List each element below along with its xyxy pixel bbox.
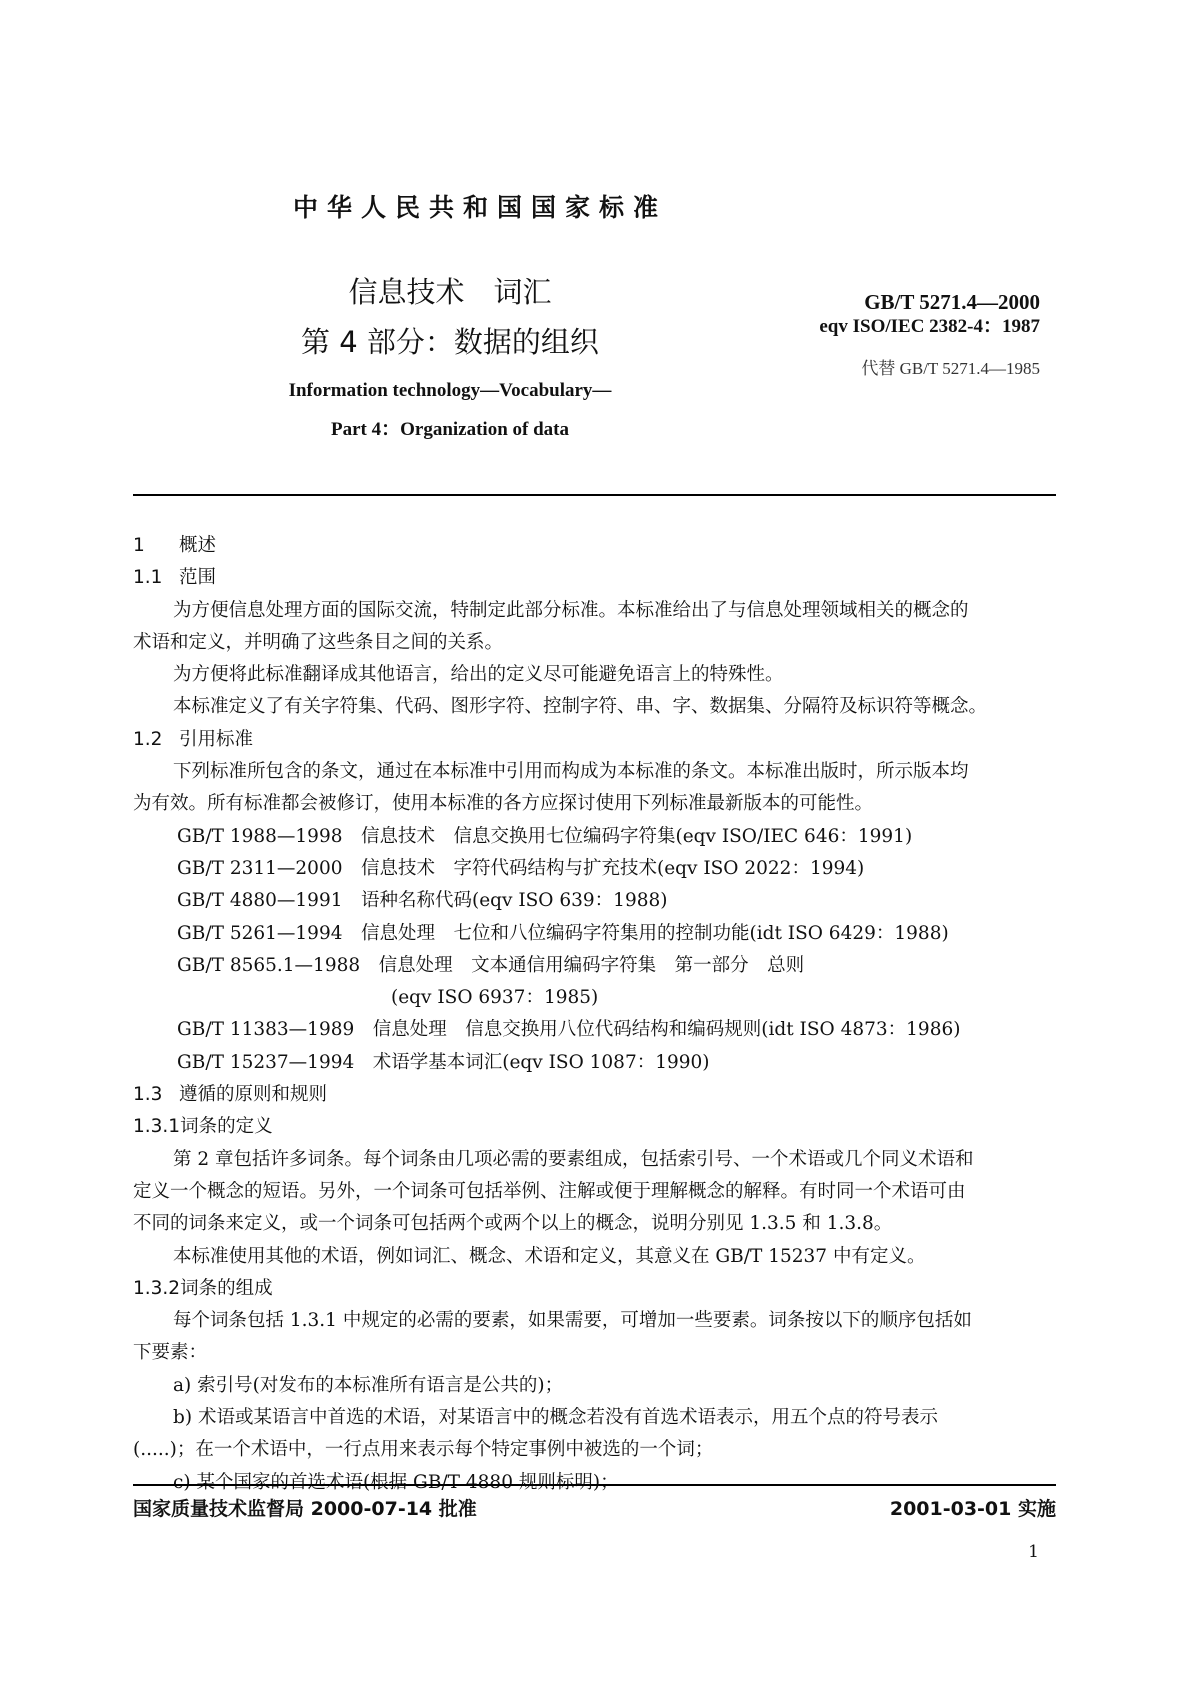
section-number: 1.3.1 [133, 1116, 181, 1138]
paragraph-line: 为有效。所有标准都会被修订，使用本标准的各方应探讨使用下列标准最新版本的可能性。 [133, 793, 874, 815]
title-cn-line2: 第 4 部分：数据的组织 [301, 325, 599, 359]
reference-item: GB/T 15237—1994 术语学基本词汇(eqv ISO 1087：1990) [177, 1051, 710, 1073]
paragraph-line: 每个词条包括 1.3.1 中规定的必需的要素，如果需要，可增加一些要素。词条按以下的顺序包括如 [173, 1310, 972, 1332]
title-en-line1: Information technology—Vocabulary— [288, 380, 612, 401]
paragraph-line: 本标准使用其他的术语，例如词汇、概念、术语和定义，其意义在 GB/T 15237 中有定义。 [173, 1245, 926, 1267]
section-number: 1.3.2 [133, 1277, 181, 1299]
reference-item: GB/T 5261—1994 信息处理 七位和八位编码字符集用的控制功能(idt ISO 6429：1988) [177, 922, 949, 944]
standard-number: GB/T 5271.4—2000 [864, 290, 1040, 314]
section-number: 1.3 [133, 1084, 163, 1106]
national-standard-heading: 中华人民共和国国家标准 [292, 193, 667, 222]
paragraph-line: 为方便将此标准翻译成其他语言，给出的定义尽可能避免语言上的特殊性。 [173, 664, 784, 686]
section-title: 范围 [179, 567, 217, 589]
section-title: 引用标准 [179, 728, 254, 750]
page-number: 1 [1028, 1542, 1039, 1562]
paragraph-line: b) 术语或某语言中首选的术语，对某语言中的概念若没有首选术语表示，用五个点的符号表示 [173, 1407, 938, 1429]
section-number: 1 [133, 535, 145, 556]
section-heading [133, 724, 1056, 756]
reference-item: GB/T 1988—1998 信息技术 信息交换用七位编码字符集(eqv ISO/IEC 646：1991) [177, 825, 913, 847]
title-cn-line1: 信息技术 词汇 [348, 275, 552, 309]
replaces-standard: 代替 GB/T 5271.4—1985 [861, 359, 1040, 378]
section-heading [133, 530, 1056, 562]
paragraph-line: (.....)；在一个术语中，一行点用来表示每个特定事例中被选的一个词； [133, 1439, 714, 1461]
reference-item: GB/T 4880—1991 语种名称代码(eqv ISO 639：1988) [177, 890, 668, 912]
title-en-line2: Part 4：Organization of data [330, 419, 569, 440]
paragraph-line: 下列标准所包含的条文，通过在本标准中引用而构成为本标准的条文。本标准出版时，所示版本均 [173, 761, 969, 783]
paragraph-line: a) 索引号(对发布的本标准所有语言是公共的)； [173, 1374, 564, 1396]
paragraph-line: 术语和定义，并明确了这些条目之间的关系。 [133, 631, 504, 653]
section-heading [133, 1079, 1056, 1111]
reference-item: GB/T 2311—2000 信息技术 字符代码结构与扩充技术(eqv ISO 2022：1994) [177, 857, 865, 879]
section-title: 词条的定义 [180, 1116, 273, 1138]
paragraph-line: 不同的词条来定义，或一个词条可包括两个或两个以上的概念，说明分别见 1.3.5 和 1.3.8。 [133, 1213, 893, 1235]
reference-item: (eqv ISO 6937：1985) [391, 987, 599, 1009]
section-heading [133, 562, 1056, 594]
paragraph-line: 本标准定义了有关字符集、代码、图形字符、控制字符、串、字、数据集、分隔符及标识符等概念。 [173, 696, 988, 718]
top-divider [133, 494, 1056, 496]
section-title: 遵循的原则和规则 [179, 1084, 328, 1106]
paragraph-line: 定义一个概念的短语。另外，一个词条可包括举例、注解或便于理解概念的解释。有时同一个术语可由 [133, 1180, 966, 1202]
paragraph-line: 为方便信息处理方面的国际交流，特制定此部分标准。本标准给出了与信息处理领域相关的概念的 [173, 599, 969, 621]
bottom-divider [133, 1484, 1056, 1486]
equivalent-standard: eqv ISO/IEC 2382-4：1987 [819, 316, 1040, 337]
paragraph-line: c) 某个国家的首选术语(根据 GB/T 4880 规则标明)； [173, 1471, 619, 1493]
section-heading [133, 1111, 1056, 1143]
paragraph-line: 下要素： [133, 1342, 208, 1364]
reference-item: GB/T 11383—1989 信息处理 信息交换用八位代码结构和编码规则(idt ISO 4873：1986) [177, 1019, 961, 1041]
reference-item: GB/T 8565.1—1988 信息处理 文本通信用编码字符集 第一部分 总则 [177, 954, 805, 976]
section-number: 1.2 [133, 728, 163, 750]
section-title: 词条的组成 [180, 1277, 273, 1299]
implementation-date: 2001-03-01 实施 [889, 1498, 1056, 1520]
section-number: 1.1 [133, 567, 163, 589]
document-body [133, 530, 1056, 1499]
section-title: 概述 [179, 535, 217, 556]
paragraph-line: 第 2 章包括许多词条。每个词条由几项必需的要素组成，包括索引号、一个术语或几个同义术语和 [173, 1148, 974, 1170]
approval-date: 国家质量技术监督局 2000-07-14 批准 [133, 1498, 477, 1520]
section-heading [133, 1273, 1056, 1305]
